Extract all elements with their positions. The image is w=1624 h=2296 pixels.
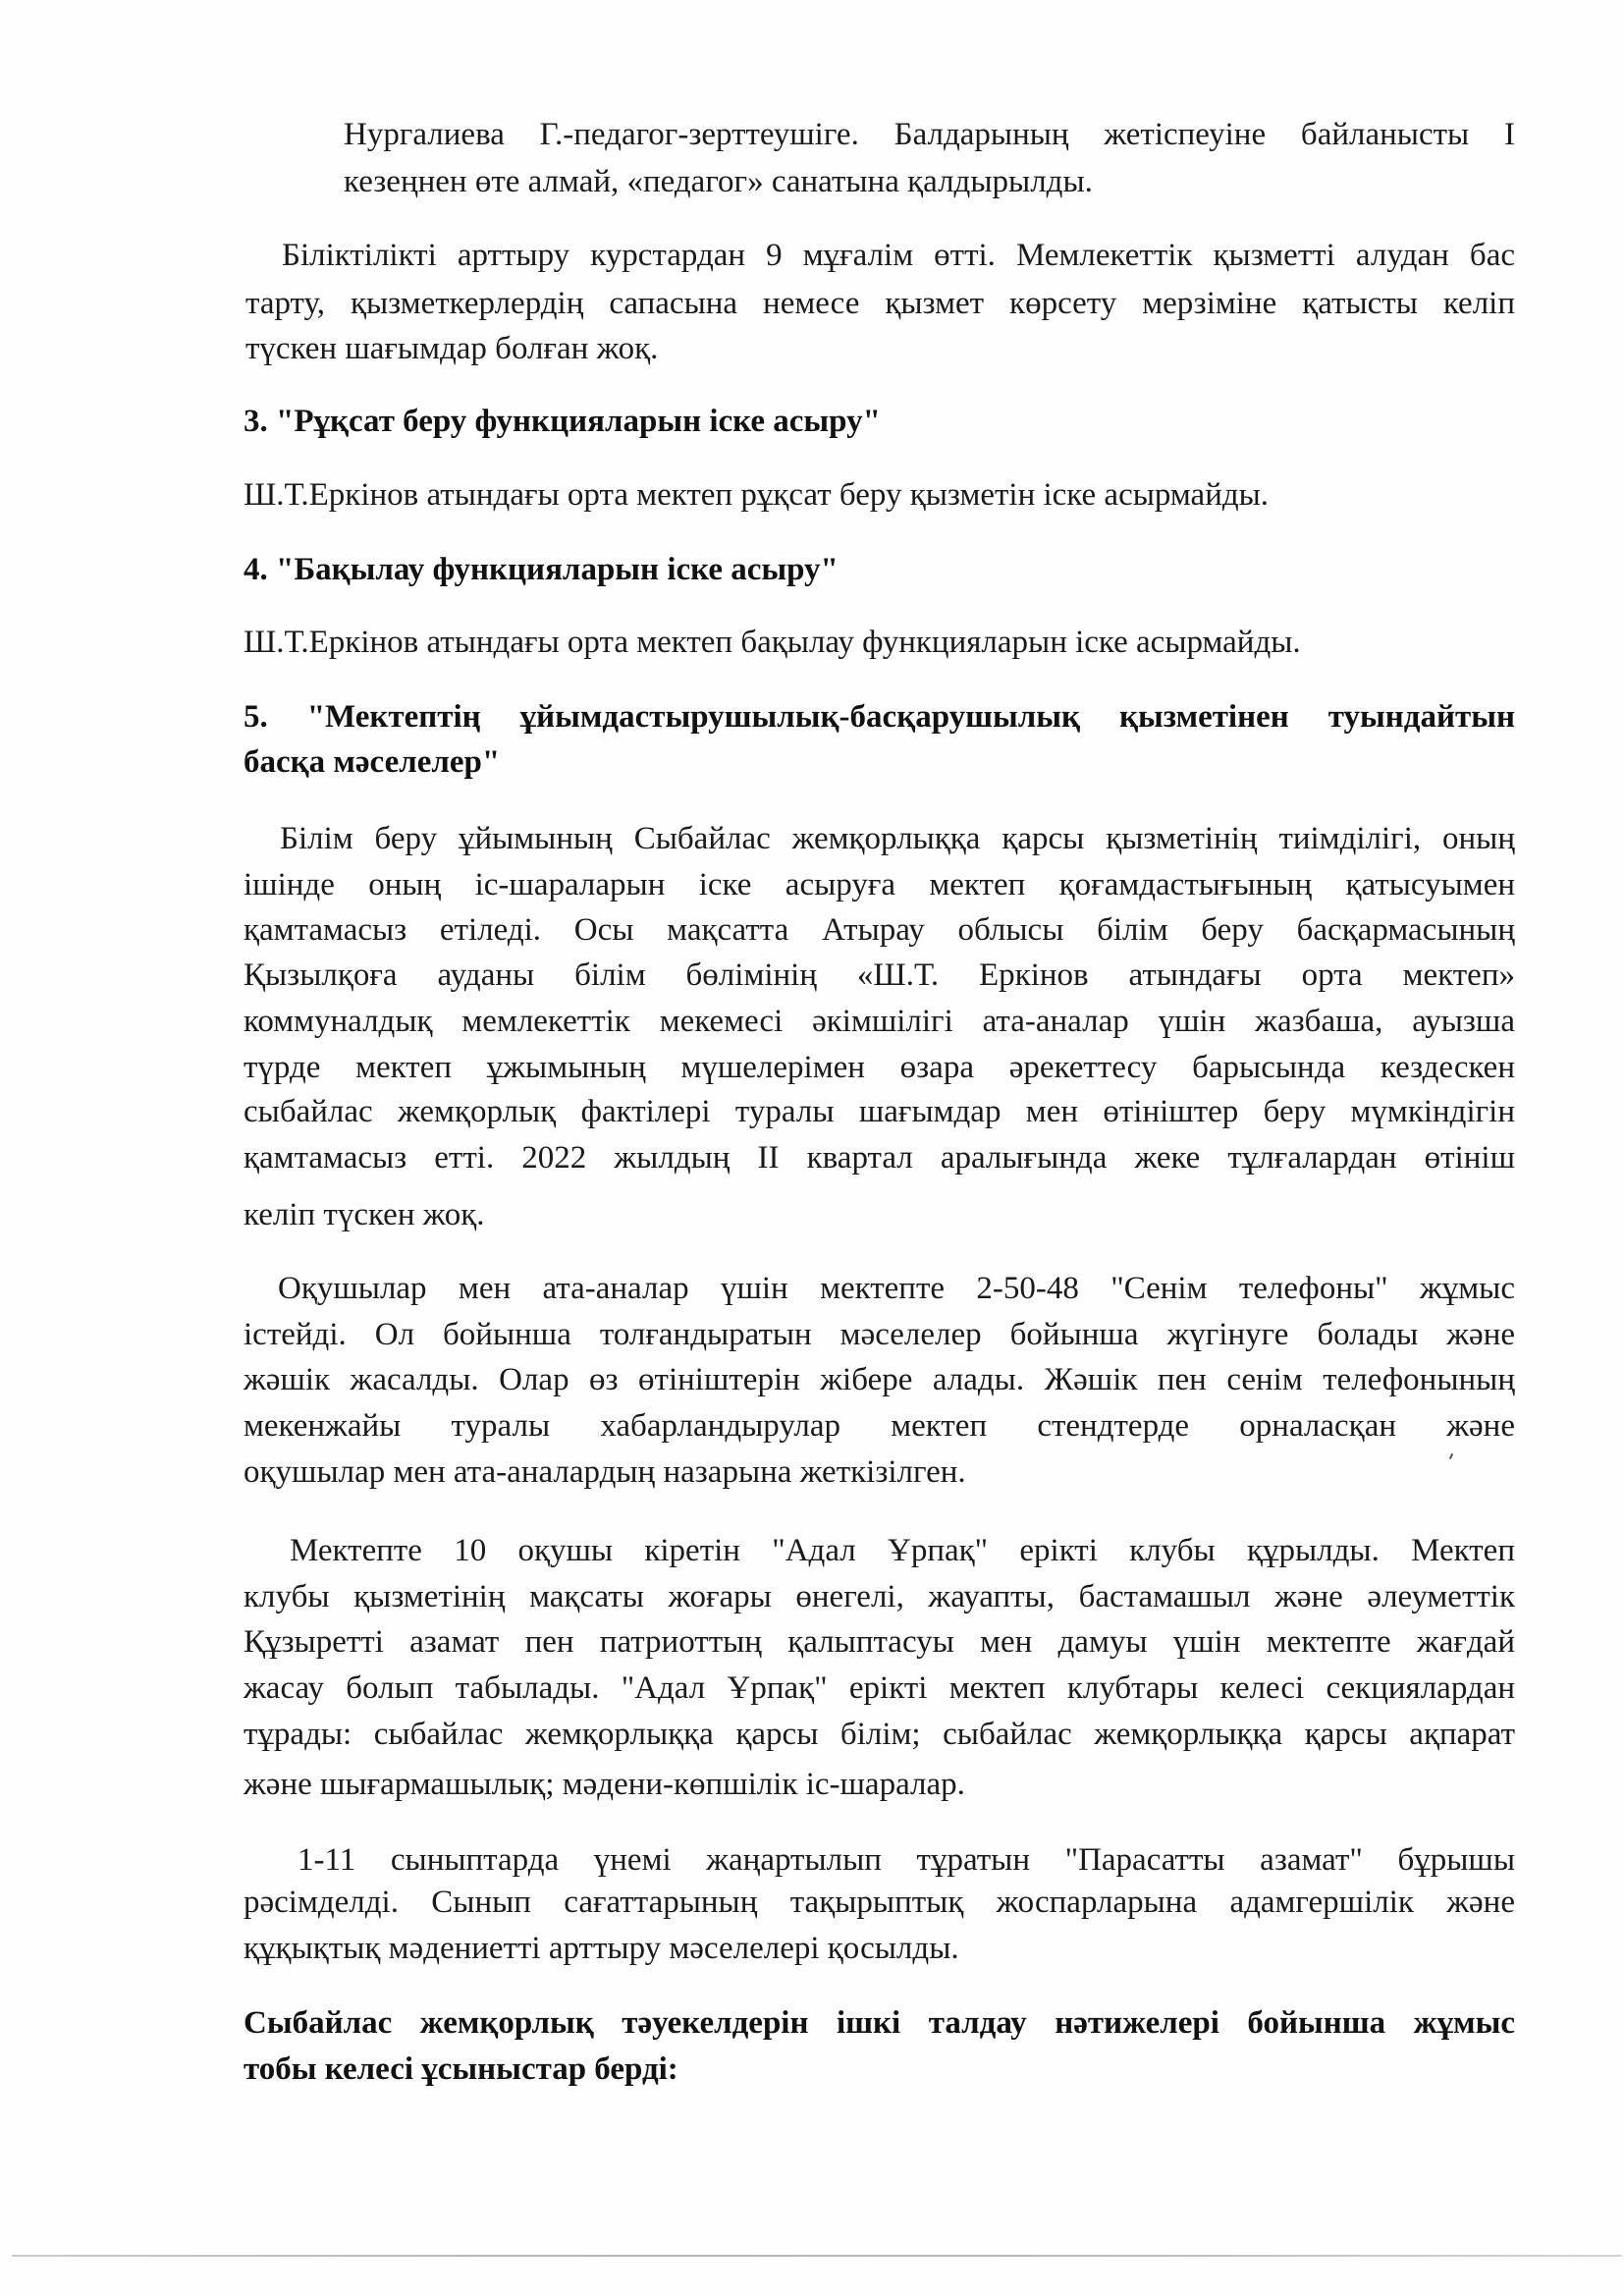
paragraph-line: сыбайлас жемқорлық фактілері туралы шағымдар мен өтініштер беру мүмкіндігін	[244, 1094, 1515, 1129]
paragraph-line: түскен шағымдар болған жоқ.	[245, 331, 659, 366]
paragraph-line: Біліктілікті арттыру курстардан 9 мұғалім өтті. Мемлекеттік қызметті алудан бас	[282, 238, 1515, 273]
paragraph-line: жасау болып табылады. "Адал Ұрпақ" ерікті мектеп клубтары келесі секциялардан	[244, 1670, 1515, 1706]
paragraph-line: мекенжайы туралы хабарландырулар мектеп стендтерде орналасқан және	[244, 1408, 1515, 1444]
paragraph-line: Қызылқоға ауданы білім бөлімінің «Ш.Т. Еркінов атындағы орта мектеп»	[244, 957, 1515, 993]
paragraph-line: тарту, қызметкерлердің сапасына немесе қызмет көрсету мерзіміне қатысты келіп	[245, 286, 1515, 321]
paragraph-line: түрде мектеп ұжымының мүшелерімен өзара әрекеттесу барысында кездескен	[244, 1050, 1515, 1085]
page-edge-rule	[12, 2255, 1622, 2257]
section-5-heading-line: 5. "Мектептің ұйымдастырушылық-басқарушылық қызметінен туындайтын	[244, 699, 1515, 735]
paragraph-line: рәсімделді. Сынып сағаттарының тақырыптық жоспарларына адамгершілік және	[244, 1885, 1515, 1920]
paragraph-line: коммуналдық мемлекеттік мекемесі әкімшілігі ата-аналар үшін жазбаша, ауызша	[244, 1004, 1515, 1039]
section-3-heading: 3. "Рұқсат беру функцияларын іске асыру"	[244, 404, 881, 439]
paragraph-line: істейді. Ол бойынша толғандыратын мәселелер бойынша жүгінуге болады және	[244, 1317, 1515, 1352]
conclusion-heading-line: Сыбайлас жемқорлық тәуекелдерін ішкі талдау нәтижелері бойынша жұмыс	[244, 2005, 1515, 2041]
paragraph-line: келіп түскен жоқ.	[244, 1197, 485, 1232]
paragraph-line: және шығармашылық; мәдени-көпшілік іс-шаралар.	[244, 1767, 965, 1802]
paragraph-line: клубы қызметінің мақсаты жоғары өнегелі, жауапты, бастамашыл және әлеуметтік	[244, 1579, 1515, 1614]
section-4-text: Ш.Т.Еркінов атындағы орта мектеп бақылау функцияларын іске асырмайды.	[244, 625, 1301, 660]
section-3-text: Ш.Т.Еркінов атындағы орта мектеп рұқсат беру қызметін іске асырмайды.	[244, 477, 1270, 513]
paragraph-line: Құзыретті азамат пен патриоттың қалыптасуы мен дамуы үшін мектепте жағдай	[244, 1624, 1515, 1660]
paragraph-line: құқықтық мәдениетті арттыру мәселелері қосылды.	[244, 1931, 959, 1966]
section-4-heading: 4. "Бақылау функцияларын іске асыру"	[244, 552, 839, 587]
scan-artifact	[1449, 1453, 1453, 1459]
paragraph-line: Білім беру ұйымының Сыбайлас жемқорлыққа қарсы қызметінің тиімділігі, оның	[280, 821, 1515, 856]
paragraph-line: 1-11 сыныптарда үнемі жаңартылып тұратын "Парасатты азамат" бұрышы	[298, 1842, 1515, 1878]
continuation-line: Нургалиева Г.-педагог-зерттеушіге. Балдарының жетіспеуіне байланысты I	[344, 117, 1515, 152]
paragraph-line: тұрады: сыбайлас жемқорлыққа қарсы білім; сыбайлас жемқорлыққа қарсы ақпарат	[244, 1717, 1515, 1752]
paragraph-line: ішінде оның іс-шараларын іске асыруға мектеп қоғамдастығының қатысуымен	[244, 867, 1515, 902]
paragraph-line: жәшік жасалды. Олар өз өтініштерін жібере алады. Жәшік пен сенім телефонының	[244, 1362, 1515, 1397]
paragraph-line: Оқушылар мен ата-аналар үшін мектепте 2-50-48 "Сенім телефоны" жұмыс	[278, 1271, 1515, 1306]
section-5-heading-line: басқа мәселелер"	[244, 744, 501, 780]
paragraph-line: қамтамасыз етіледі. Осы мақсатта Атырау облысы білім беру басқармасының	[244, 912, 1515, 948]
paragraph-line: Мектепте 10 оқушы кіретін "Адал Ұрпақ" ерікті клубы құрылды. Мектеп	[290, 1533, 1515, 1568]
paragraph-line: оқушылар мен ата-аналардың назарына жеткізілген.	[244, 1454, 966, 1490]
continuation-line: кезеңнен өте алмай, «педагог» санатына қалдырылды.	[344, 164, 1093, 199]
paragraph-line: қамтамасыз етті. 2022 жылдың II квартал аралығында жеке тұлғалардан өтініш	[244, 1140, 1515, 1175]
conclusion-heading-line: тобы келесі ұсыныстар берді:	[244, 2051, 678, 2087]
